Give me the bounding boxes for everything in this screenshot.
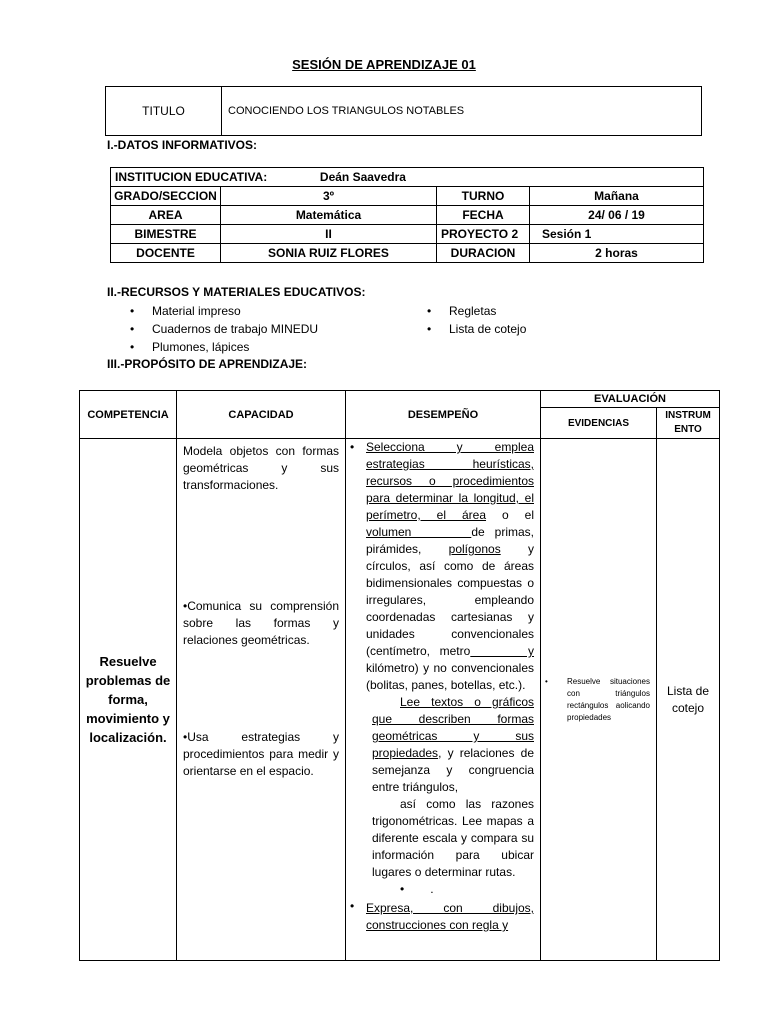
evidencias-header: EVIDENCIAS — [541, 408, 657, 439]
table-row — [111, 168, 704, 187]
resources-list-right — [427, 302, 526, 338]
desempeno-paragraph-2 — [346, 694, 540, 796]
info-table — [110, 167, 704, 263]
title-box — [105, 86, 702, 136]
capacidad-header: CAPACIDAD — [177, 391, 346, 439]
fecha-label: FECHA — [437, 206, 530, 225]
proyecto-label: PROYECTO 2 — [437, 225, 530, 244]
title-label: TITULO — [106, 87, 222, 135]
table-row — [111, 187, 704, 206]
desempeno-cell — [346, 439, 541, 961]
desempeno-text: y círculos, así como de áreas bidimensionales compuestas o irregulares, empleando coordenadas cartesianas y unidades convencionales (centímetro, metro — [366, 542, 534, 658]
purpose-table — [79, 390, 720, 961]
table-row — [80, 391, 720, 408]
duracion-label: DURACION — [437, 244, 530, 263]
desempeno-text: polígonos — [448, 542, 501, 556]
fecha-value: 24/ 06 / 19 — [530, 206, 704, 225]
list-item: • Cuadernos de trabajo MINEDU — [130, 320, 318, 338]
desempeno-text: o el — [486, 508, 534, 522]
grado-label: GRADO/SECCION — [111, 187, 221, 206]
bimestre-label: BIMESTRE — [111, 225, 221, 244]
evaluacion-header: EVALUACIÓN — [541, 391, 720, 408]
duracion-value: 2 horas — [530, 244, 704, 263]
evidencia-text: • Resuelve situaciones con triángulos rectángulos aolicando propiedades — [541, 676, 656, 724]
bimestre-value: II — [221, 225, 437, 244]
competencia-header: COMPETENCIA — [80, 391, 177, 439]
desempeno-text: kilómetro) y no convencionales (bolitas, panes, botellas, etc.). — [366, 661, 534, 692]
capacidad-2: •Comunica su comprensión sobre las formas y relaciones geométricas. — [183, 599, 339, 647]
desempeno-paragraph-1 — [346, 439, 540, 694]
section-heading-datos: I.-DATOS INFORMATIVOS: — [107, 138, 257, 152]
title-value: CONOCIENDO LOS TRIANGULOS NOTABLES — [228, 105, 465, 117]
desempeno-text: Selecciona y emplea estrategias heurísticas, recursos o procedimientos para determinar la longitud, el perímetro, el área — [366, 440, 534, 522]
desempeno-text: Lee textos o gráficos que describen formas geométricas y sus propiedades — [372, 695, 534, 760]
desempeno-text: volumen — [366, 525, 472, 539]
grado-value: 3º — [221, 187, 437, 206]
desempeno-text: de primas, pirámides, — [366, 525, 534, 556]
area-value: Matemática — [221, 206, 437, 225]
docente-label: DOCENTE — [111, 244, 221, 263]
desempeno-header: DESEMPEÑO — [346, 391, 541, 439]
proyecto-value: Sesión 1 — [530, 225, 704, 244]
instrumento-cell: Lista de cotejo — [657, 439, 720, 961]
desempeno-paragraph-3: así como las razones trigonométricas. Lee mapas a diferente escala y compara su información para ubicar lugares o determinar rutas. — [372, 797, 534, 879]
capacidad-cell — [177, 439, 346, 961]
list-item: • Regletas — [427, 302, 526, 320]
turno-value: Mañana — [530, 187, 704, 206]
list-item: • Plumones, lápices — [130, 338, 318, 356]
instrumento-header: INSTRUM ENTO — [657, 408, 720, 439]
evidencias-cell — [541, 439, 657, 961]
section-heading-proposito: III.-PROPÓSITO DE APRENDIZAJE: — [107, 357, 308, 371]
list-item: • Lista de cotejo — [427, 320, 526, 338]
desempeno-text: y — [470, 644, 534, 658]
docente-value: SONIA RUIZ FLORES — [221, 244, 437, 263]
desempeno-text: , y relaciones de semejanza y congruencia entre triángulos, — [372, 746, 534, 794]
table-row — [111, 206, 704, 225]
section-heading-recursos: II.-RECURSOS Y MATERIALES EDUCATIVOS: — [107, 285, 366, 299]
institution-label: INSTITUCION EDUCATIVA: — [115, 170, 268, 184]
desempeno-text: . — [430, 882, 434, 896]
desempeno-text: Expresa, con dibujos, construcciones con regla y — [366, 901, 534, 932]
table-row — [111, 225, 704, 244]
competencia-cell: Resuelve problemas de forma, movimiento y localización. — [80, 439, 177, 961]
turno-label: TURNO — [437, 187, 530, 206]
capacidad-3: •Usa estrategias y procedimientos para medir y orientarse en el espacio. — [183, 730, 339, 778]
page-title: SESIÓN DE APRENDIZAJE 01 — [292, 57, 476, 72]
table-row — [111, 244, 704, 263]
capacidad-1: Modela objetos con formas geométricas y sus transformaciones. — [183, 444, 339, 492]
desempeno-dot: • . — [400, 882, 434, 896]
desempeno-paragraph-4 — [346, 898, 540, 934]
list-item: • Material impreso — [130, 302, 318, 320]
table-row — [80, 439, 720, 961]
institution-value: Deán Saavedra — [319, 170, 406, 184]
resources-list-left — [130, 302, 318, 356]
area-label: AREA — [111, 206, 221, 225]
